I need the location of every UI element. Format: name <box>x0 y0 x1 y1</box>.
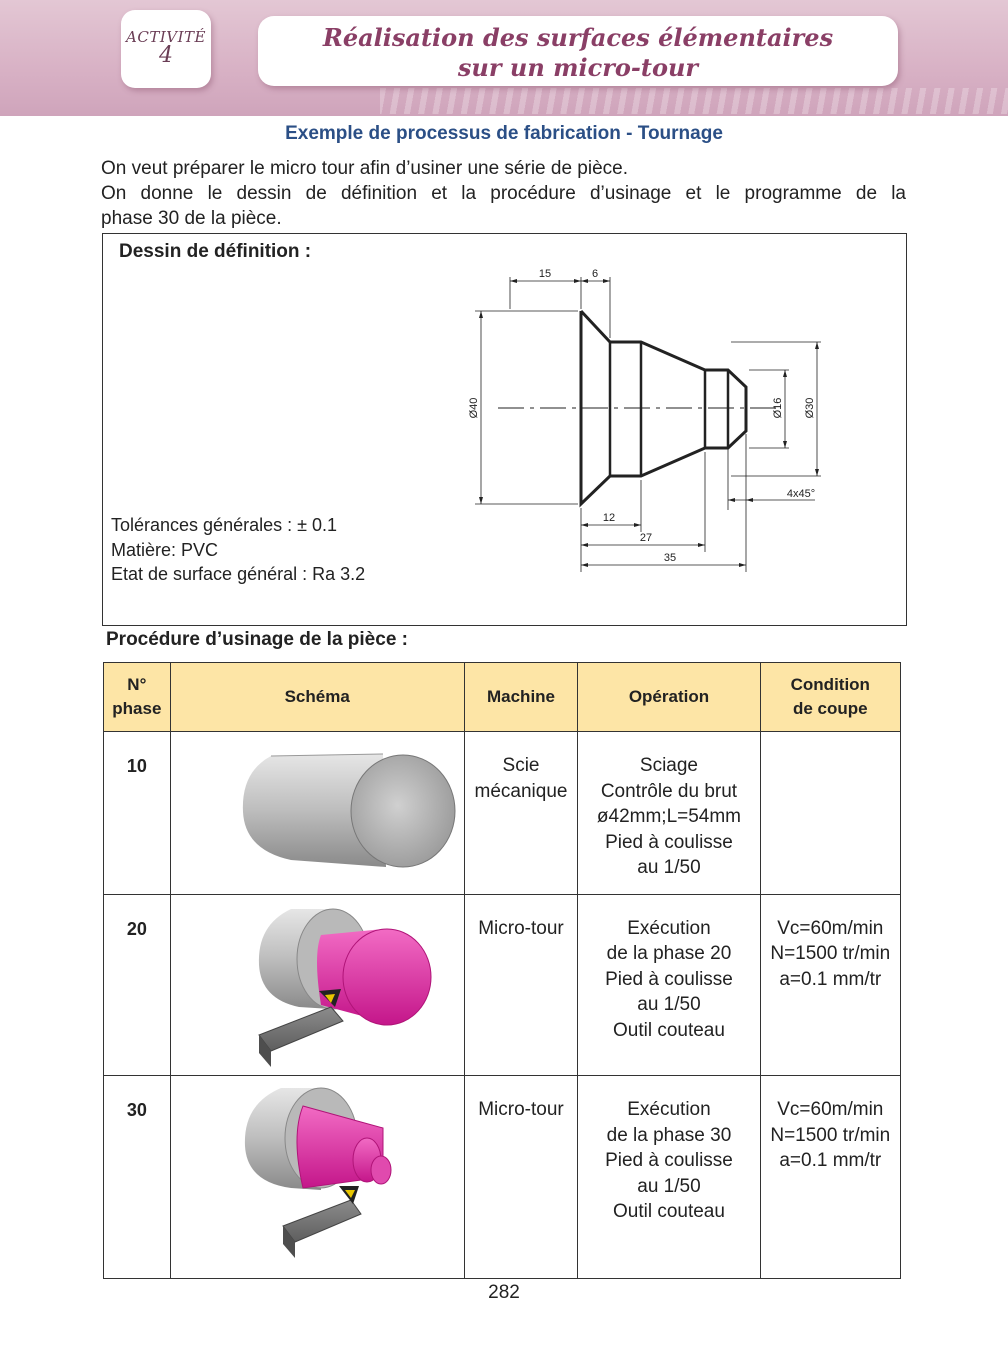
cone-turning-with-tool-icon <box>171 1076 464 1270</box>
intro-line-2: On donne le dessin de définition et la procédure d’usinage et le programme de la <box>101 183 906 204</box>
col-header-conditions <box>760 663 900 732</box>
machine-cell <box>464 1076 578 1279</box>
activity-number: 4 <box>159 43 173 68</box>
condition-line: Vc=60m/min <box>777 1099 884 1120</box>
header-band <box>0 0 1008 116</box>
operation-line: au 1/50 <box>637 994 701 1015</box>
operation-line: Exécution <box>627 917 711 939</box>
condition-line: N=1500 tr/min <box>770 1124 891 1146</box>
col-header-machine: Machine <box>464 663 578 732</box>
page-number: 282 <box>488 1282 520 1303</box>
decorative-stripes <box>380 88 1008 114</box>
dim-diameter-16: Ø16 <box>772 397 784 419</box>
operation-line: Pied à coulisse <box>605 968 733 990</box>
definition-drawing-frame <box>102 233 907 626</box>
intro-paragraph <box>101 156 906 231</box>
dim-diameter-30: Ø30 <box>804 397 816 419</box>
title-line-2: sur un micro-tour <box>457 53 699 82</box>
conditions-cell <box>760 894 900 1076</box>
phase-number: 10 <box>104 732 171 895</box>
operation-line: ø42mm;L=54mm <box>596 806 742 827</box>
table-header-row <box>104 663 901 732</box>
schema-cell <box>170 894 464 1076</box>
phase-number: 20 <box>104 894 171 1076</box>
table-row <box>104 1076 901 1279</box>
col-header-schema: Schéma <box>170 663 464 732</box>
operation-line: Pied à coulisse <box>605 1150 733 1171</box>
operation-line: au 1/50 <box>637 857 701 878</box>
operation-line: Sciage <box>639 755 699 776</box>
dim-length-27: 27 <box>639 532 653 544</box>
operation-line: Exécution <box>627 1099 711 1120</box>
machine-line: Scie <box>502 755 540 776</box>
dim-length-12: 12 <box>602 512 616 524</box>
machine-cell <box>464 732 578 895</box>
machine-cell <box>464 894 578 1076</box>
title-line-1: Réalisation des surfaces élémentaires <box>322 23 834 52</box>
operation-line: Contrôle du brut <box>600 780 738 802</box>
dim-chamfer: 4x45° <box>786 488 816 500</box>
schema-cell <box>170 732 464 895</box>
dim-length-6: 6 <box>591 268 599 280</box>
operation-line: de la phase 30 <box>606 1124 732 1146</box>
procedure-title: Procédure d’usinage de la pièce : <box>106 629 408 650</box>
cylinder-facing-with-tool-icon <box>171 895 464 1068</box>
drawing-title: Dessin de définition : <box>119 241 312 262</box>
page-title <box>258 16 898 86</box>
note-material: Matière: PVC <box>111 539 219 560</box>
operation-line: au 1/50 <box>637 1175 701 1197</box>
intro-line-1: On veut préparer le micro tour afin d’usiner une série de pièce. <box>101 158 628 179</box>
operation-line: Outil couteau <box>612 1019 725 1041</box>
conditions-cell <box>760 732 900 895</box>
dim-diameter-40: Ø40 <box>468 397 480 419</box>
condition-line: a=0.1 mm/tr <box>779 1150 882 1171</box>
phase-number: 30 <box>104 1076 171 1279</box>
condition-line: Vc=60m/min <box>777 917 884 939</box>
conditions-cell <box>760 1076 900 1279</box>
col-cond-line-2: de coupe <box>792 699 868 718</box>
col-phase-line-2: phase <box>112 699 162 718</box>
table-row <box>104 894 901 1076</box>
col-header-phase <box>104 663 171 732</box>
intro-line-3: phase 30 de la pièce. <box>101 208 282 229</box>
operation-cell <box>578 1076 760 1279</box>
operation-cell <box>578 732 760 895</box>
note-surface: Etat de surface général : Ra 3.2 <box>111 564 366 584</box>
activity-label: ACTIVITÉ <box>126 28 206 46</box>
schema-cell <box>170 1076 464 1279</box>
col-cond-line-1: Condition <box>790 675 870 694</box>
dim-length-15: 15 <box>538 268 552 280</box>
operation-line: Outil couteau <box>612 1201 725 1222</box>
operation-cell <box>578 894 760 1076</box>
col-phase-line-1: N° <box>127 675 147 694</box>
procedure-table <box>103 662 901 1279</box>
col-header-operation: Opération <box>578 663 760 732</box>
dim-length-35: 35 <box>663 552 677 564</box>
operation-line: Pied à coulisse <box>605 831 733 853</box>
machine-line: Micro-tour <box>478 1099 564 1120</box>
condition-line: a=0.1 mm/tr <box>779 968 882 990</box>
drawing-notes <box>111 513 365 587</box>
note-tolerance: Tolérances générales : ± 0.1 <box>111 515 338 535</box>
condition-line: N=1500 tr/min <box>770 943 891 964</box>
raw-cylinder-stock-icon <box>171 732 464 886</box>
operation-line: de la phase 20 <box>606 943 732 964</box>
machine-line: Micro-tour <box>478 917 564 939</box>
section-subtitle: Exemple de processus de fabrication - Tournage <box>285 123 723 144</box>
activity-badge <box>121 10 211 88</box>
machine-line: mécanique <box>474 780 568 802</box>
table-row <box>104 732 901 895</box>
